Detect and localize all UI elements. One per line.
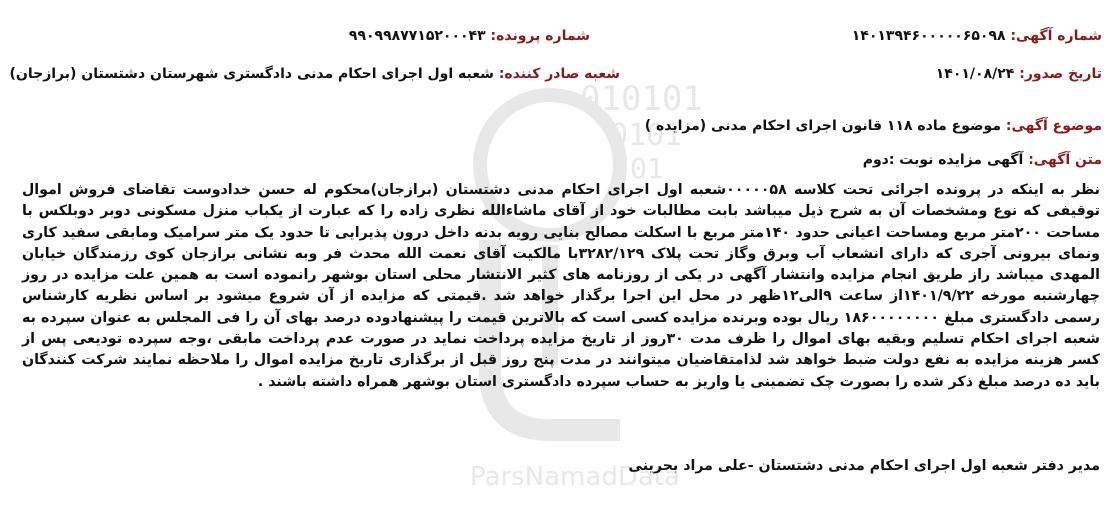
svg-text:ParsNamadData: ParsNamadData: [470, 462, 680, 492]
issuing-branch-row: [10, 66, 621, 82]
ad-number-value: ۱۴۰۱۳۹۴۶۰۰۰۰۰۶۵۰۹۸: [851, 28, 1006, 44]
issue-date-label: تاریخ صدور:: [1019, 66, 1102, 82]
svg-text:01: 01: [630, 152, 664, 185]
case-number-label: شماره پرونده:: [490, 28, 590, 44]
svg-text:0101: 0101: [610, 118, 683, 153]
issuing-branch-label: شعبه صادر کننده:: [498, 66, 620, 82]
signature-line: مدیر دفتر شعبه اول اجرای احکام مدنی دشتستان -علی مراد بحرینی: [628, 458, 1100, 474]
announcement-body: نظر به اینکه در پرونده اجرائی تحت کلاسه ۰۰۰۰۰۵۸شعبه اول اجرای احکام مدنی دشتستان (برازجان)محکوم له حسن خدادوست تقاضای فروش اموال توقیفی که نوع ومشخصات آن به شرح ذیل میباشد بابت مطالبات خود از آقای ماشاءالله نظری زاده را که عبارت از یکباب منزل مسکونی دوبر دوبلکس با مساحت ۲۰۰متر مربع ومساحت اعیانی حدود ۱۴۰متر مربع با اسکلت مصالح بنایی رویه بدنه داخل درون پذیرایی تا حدود یک متر سرامیک ومابقی سفید کاری ونمای بیرونی آجری که دارای انشعاب آب وبرق وگاز تحت پلاک ۳۲۸۲/۱۲۹با مالکیت آقای نعمت الله محدث فر وبه نشانی برازجان کوی رزمندگان خیابان المهدی میباشد راز طریق انجام مزایده وانتشار آگهی در یکی از روزنامه های کثیر الانتشار محلی استان بوشهر رانموده است به همین علت مزایده در روز چهارشنبه مورخه ۱۴۰۱/۹/۲۲از ساعت ۹الی۱۲ظهر در محل این اجرا برگذار خواهد شد .قیمتی که مزایده از آن شروع میشود بر اساس نظریه کارشناس رسمی دادگستری مبلغ ۱۸۶۰۰۰۰۰۰۰۰ ریال بوده وبرنده مزایده کسی است که بالاترین قیمت را پیشنهادوده درصد بهای آن را فی المجلس به عنوان سپرده به شعبه اجرای احکام تسلیم وبقیه بهای اموال را ظرف مدت ۳۰روز از تاریخ مزایده پرداخت نماید در صورت عدم پرداخت مابقی ،وجه سپرده تودیعی پس از کسر هزینه مزایده به نفع دولت ضبط خواهد شد لذامتقاضیان میتوانند در مدت پنج روز قبل از برگذاری تاریخ مزایده اموال را ملاحظه نمایند شرکت کنندگان باید ده درصد مبلغ ذکر شده را بصورت چک تضمینی یا واریز به حساب سپرده دادگستری استان بوشهر همراه داشته باشند .: [22, 182, 1101, 390]
text-title-row: [863, 152, 1102, 168]
case-number-row: [349, 28, 590, 44]
subject-label: موضوع آگهی:: [1005, 118, 1102, 134]
subject-value: موضوع ماده ۱۱۸ قانون اجرای احکام مدنی (مزایده ): [644, 118, 1001, 134]
text-title: آگهی مزایده نوبت :دوم: [862, 152, 1024, 168]
ad-number-row: [852, 28, 1102, 44]
ad-number-label: شماره آگهی:: [1010, 28, 1102, 44]
subject-row: [645, 118, 1102, 134]
issue-date-value: ۱۴۰۱/۰۸/۲۴: [935, 66, 1015, 82]
issuing-branch-value: شعبه اول اجرای احکام مدنی دادگستری شهرستان دشتستان (برازجان): [9, 66, 494, 82]
case-number-value: ۹۹۰۹۹۸۷۷۱۵۲۰۰۰۴۳: [348, 28, 486, 44]
issue-date-row: [936, 66, 1102, 82]
svg-text:010101: 010101: [580, 79, 703, 119]
text-label: متن آگهی:: [1028, 152, 1102, 168]
